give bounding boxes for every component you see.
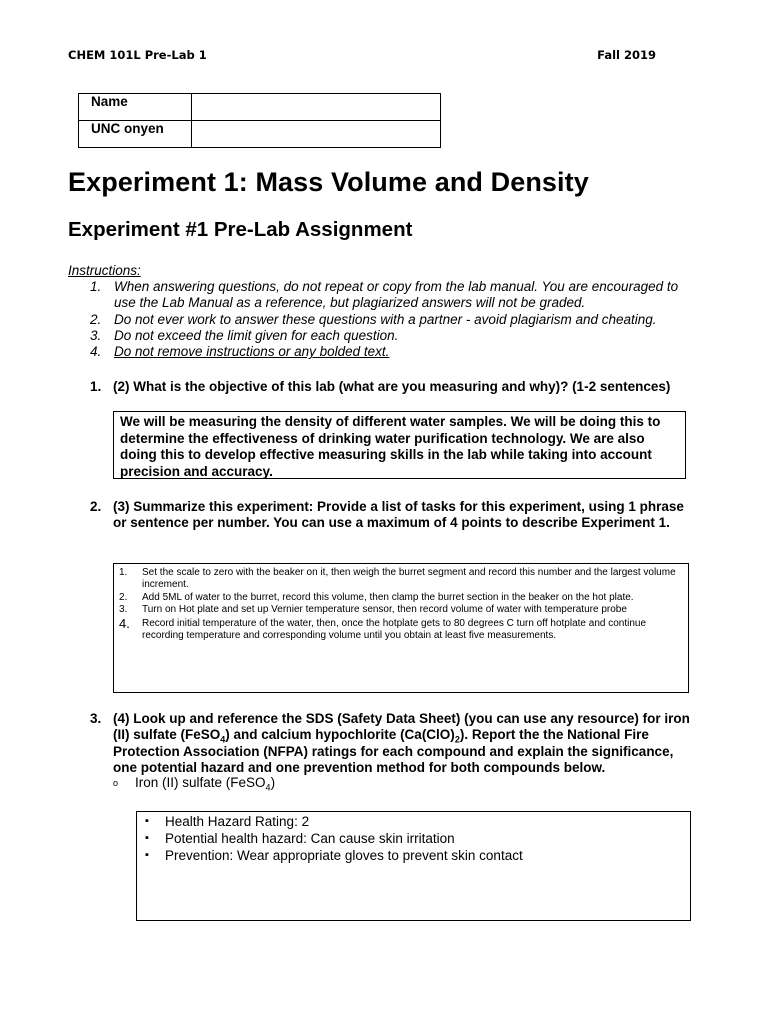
instruction-text: Do not exceed the limit given for each question.: [114, 327, 399, 343]
question-2: [90, 499, 700, 532]
instructions-list: [68, 279, 698, 360]
question-text-part: ). Report the the National Fire Protection Association (NFPA) ratings for each compound and explain the significance, one potential hazard and one prevention method for both compounds below.: [113, 727, 674, 775]
circle-bullet-icon: o: [113, 778, 119, 788]
task-item: [114, 604, 688, 616]
task-text: Add 5ML of water to the burret, record this volume, then clamp the burret section in the beaker on the hot plate.: [142, 591, 634, 603]
question-number: 2.: [90, 499, 102, 514]
course-header: CHEM 101L Pre-Lab 1: [68, 48, 207, 62]
instruction-number: 3.: [90, 327, 102, 343]
instruction-item: [68, 312, 698, 328]
question-3: [90, 711, 700, 776]
instruction-item: [68, 344, 698, 360]
onyen-field[interactable]: [192, 121, 441, 148]
task-number: 1.: [119, 567, 128, 578]
name-label: Name: [79, 94, 192, 121]
subscript: 4: [220, 734, 226, 745]
instructions-heading: Instructions:: [68, 263, 141, 278]
task-item: [114, 615, 688, 643]
answer-box-2[interactable]: [113, 563, 689, 693]
instruction-text: Do not remove instructions or any bolded text.: [114, 344, 390, 360]
task-item: [114, 592, 688, 604]
question-number: 1.: [90, 379, 102, 394]
task-text: Set the scale to zero with the beaker on it, then weigh the burret segment and record this number and the largest volume increment.: [142, 567, 676, 591]
page-title: Experiment 1: Mass Volume and Density: [68, 167, 589, 197]
answer-box-1[interactable]: We will be measuring the density of different water samples. We will be doing this to determine the effectiveness of drinking water purification technology. We are also doing this to develop effective measuring skills in the lab while taking into account precision and accuracy.: [113, 411, 686, 479]
task-number: 2.: [119, 591, 128, 603]
onyen-label: UNC onyen: [79, 121, 192, 148]
task-text: Turn on Hot plate and set up Vernier temperature sensor, then record volume of water with temperature probe: [142, 604, 627, 616]
instruction-text: Do not ever work to answer these questions with a partner - avoid plagiarism and cheating.: [114, 311, 657, 327]
instruction-number: 2.: [90, 311, 102, 327]
hazard-item: ▪ Potential health hazard: Can cause skin irritation: [145, 830, 690, 847]
compound-label: [113, 775, 276, 793]
task-item: [114, 567, 688, 592]
subscript: 4: [265, 782, 271, 793]
instruction-number: 1.: [90, 279, 102, 294]
hazard-item: ▪ Prevention: Wear appropriate gloves to prevent skin contact: [145, 847, 690, 864]
question-number: 3.: [90, 711, 102, 726]
name-field[interactable]: [192, 94, 441, 121]
answer-box-3[interactable]: [136, 811, 691, 921]
task-number: 3.: [119, 604, 128, 616]
student-id-table: [78, 93, 441, 148]
question-text: [90, 711, 700, 776]
instruction-number: 4.: [90, 344, 102, 360]
question-text: (3) Summarize this experiment: Provide a list of tasks for this experiment, using 1 phrase or sentence per number. You can use a maximum of 4 points to describe Experiment 1.: [113, 499, 684, 531]
instruction-item: [68, 279, 698, 312]
hazard-item: ▪ Health Hazard Rating: 2: [145, 813, 690, 830]
question-text-part: ) and calcium hypochlorite (Ca(ClO): [225, 727, 455, 743]
instruction-item: [68, 328, 698, 344]
subscript: 2: [454, 734, 460, 745]
question-text: (2) What is the objective of this lab (what are you measuring and why)? (1-2 sentences): [113, 379, 671, 394]
question-text-part: (4) Look up and reference the SDS (Safety Data Sheet) (you can use any resource) for iron (II) sulfate (FeSO: [113, 711, 690, 743]
question-1: [90, 379, 700, 395]
instruction-text: When answering questions, do not repeat or copy from the lab manual. You are encouraged to use the Lab Manual as a reference, but plagiarized answers will not be graded.: [114, 279, 679, 311]
compound-name-end: ): [270, 775, 276, 790]
onyen-row: [79, 121, 441, 148]
task-number: 4.: [119, 615, 130, 631]
hazard-list: [145, 813, 690, 864]
compound-name: Iron (II) sulfate (FeSO: [135, 775, 266, 790]
name-row: [79, 94, 441, 121]
page-subtitle: Experiment #1 Pre-Lab Assignment: [68, 218, 413, 241]
term-header: Fall 2019: [597, 48, 656, 62]
task-text: Record initial temperature of the water, then, once the hotplate gets to 80 degrees C turn off hotplate and continue recording temperature and corresponding volume until you obtain at least five measurements.: [142, 617, 647, 642]
task-list: [114, 567, 688, 642]
